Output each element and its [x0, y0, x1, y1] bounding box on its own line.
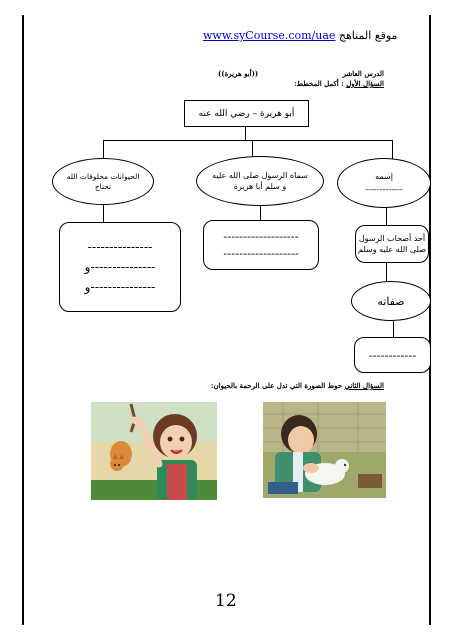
- question-two-label: السؤال الثاني: [344, 381, 384, 390]
- connector-right-down-2: [386, 263, 387, 282]
- connector-middle-down: [260, 206, 261, 221]
- diagram-root-text: أبو هريرة – رضي الله عنه: [198, 108, 295, 119]
- companion-text: أحد أصحاب الرسول صلى الله عليه وسلم: [358, 234, 426, 254]
- site-name: موقع المناهج: [338, 29, 398, 42]
- connector-right-down-3: [393, 321, 394, 338]
- answer-line-3[interactable]: ---------------و: [84, 280, 156, 294]
- question-one-label: السؤال الأول: [346, 79, 384, 88]
- connector-vertical-root: [245, 127, 246, 140]
- animals-need-label: الحيوانات مخلوقات الله تحتاج: [66, 171, 140, 191]
- answer-line-2[interactable]: ---------------و: [84, 260, 156, 274]
- named-by-prophet-ellipse: [196, 156, 324, 206]
- his-name-label: إسمه: [375, 172, 393, 181]
- question-one: [294, 79, 384, 88]
- diagram-root-box: [184, 100, 309, 127]
- question-two: [211, 381, 384, 390]
- answer-line-1[interactable]: ---------------: [87, 240, 153, 254]
- lesson-topic: ((أبو هريرة)): [218, 69, 259, 78]
- connector-right-down-1: [386, 208, 387, 225]
- named-answer-line-2[interactable]: -------------------: [223, 247, 299, 260]
- named-by-prophet-label: سماه الرسول صلى الله عليه و سلم أبا هريرة: [212, 171, 308, 191]
- connector-left-down: [103, 205, 104, 222]
- named-answer-line-1[interactable]: -------------------: [223, 230, 299, 243]
- question-one-text: : أكمل المخطط:: [294, 79, 344, 88]
- traits-answer-line[interactable]: ------------: [368, 348, 417, 362]
- his-name-answer-line[interactable]: -------------: [365, 185, 403, 194]
- his-name-ellipse: [337, 158, 431, 208]
- connector-right: [392, 140, 393, 160]
- traits-ellipse: [351, 281, 431, 321]
- animals-needs-answer-box: [59, 222, 181, 312]
- animals-need-ellipse: [52, 158, 154, 205]
- site-header: [203, 29, 397, 42]
- boy-with-lamb-picture[interactable]: [263, 402, 386, 498]
- connector-horizontal: [103, 140, 393, 141]
- girl-with-cat-picture[interactable]: [91, 402, 217, 500]
- lesson-title: الدرس العاشر: [342, 69, 384, 78]
- traits-label: صفاته: [377, 294, 405, 308]
- question-two-text: حوط الصورة التي تدل على الرحمة بالحيوان:: [210, 381, 343, 390]
- page-number: 12: [215, 591, 237, 611]
- companion-box: [355, 225, 429, 263]
- site-url-link[interactable]: www.syCourse.com/uae: [203, 29, 336, 42]
- connector-left: [103, 140, 104, 160]
- named-answer-box: [203, 220, 319, 270]
- traits-answer-box: [354, 337, 431, 373]
